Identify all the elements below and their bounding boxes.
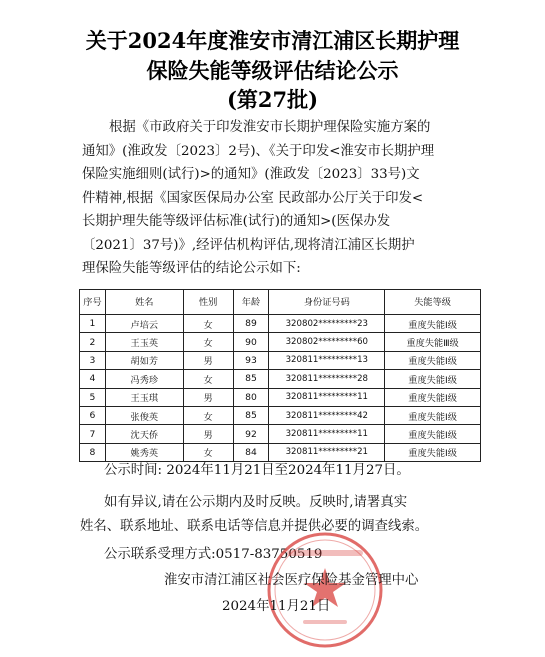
cell-age: 89 (233, 315, 269, 333)
cell-index: 4 (80, 370, 106, 388)
table-row (80, 351, 481, 369)
col-header-index: 序号 (80, 290, 106, 315)
cell-gender: 女 (183, 406, 233, 424)
cell-name: 姚秀英 (105, 443, 183, 461)
title-line-2: 保险失能等级评估结论公示 (146, 58, 399, 83)
cell-gender: 女 (183, 315, 233, 333)
cell-gender: 男 (183, 388, 233, 406)
cell-disability-level: 重度失能Ⅰ级 (385, 370, 481, 388)
cell-disability-level: 重度失能Ⅰ级 (385, 406, 481, 424)
cell-name: 胡如芳 (105, 351, 183, 369)
col-header-id-number: 身份证号码 (269, 290, 385, 315)
col-header-disability-level: 失能等级 (385, 290, 481, 315)
cell-id-number: 320811*********42 (269, 406, 385, 424)
body-line: 根据《市政府关于印发淮安市长期护理保险实施方案的 (109, 120, 431, 135)
cell-index: 6 (80, 406, 106, 424)
cell-id-number: 320811*********13 (269, 351, 385, 369)
cell-disability-level: 重度失能Ⅰ级 (385, 315, 481, 333)
body-line: 保险实施细则(试行)>的通知》(淮政发〔2023〕33号)文 (82, 167, 420, 182)
cell-disability-level: 重度失能Ⅰ级 (385, 351, 481, 369)
table-row (80, 388, 481, 406)
cell-age: 84 (233, 443, 269, 461)
body-line: 〔2021〕37号)》,经评估机构评估,现将清江浦区长期护 (82, 237, 415, 253)
cell-id-number: 320802*********60 (269, 333, 385, 351)
cell-disability-level: 重度失能Ⅰ级 (385, 425, 481, 443)
table-row (80, 443, 481, 461)
table-row (80, 425, 481, 443)
cell-disability-level: 重度失能Ⅰ级 (385, 443, 481, 461)
cell-gender: 女 (183, 333, 233, 351)
title-line-1: 关于2024年度淮安市清江浦区长期护理 (85, 28, 460, 53)
cell-name: 沈天侨 (105, 425, 183, 443)
cell-disability-level: 重度失能Ⅰ级 (385, 388, 481, 406)
cell-gender: 女 (183, 370, 233, 388)
cell-name: 王玉琪 (105, 388, 183, 406)
body-line: 理保险失能等级评估的结论公示如下: (82, 261, 301, 276)
cell-id-number: 320811*********11 (269, 425, 385, 443)
cell-gender: 男 (183, 425, 233, 443)
cell-index: 7 (80, 425, 106, 443)
cell-gender: 女 (183, 443, 233, 461)
cell-age: 93 (233, 351, 269, 369)
cell-id-number: 320802*********23 (269, 315, 385, 333)
cell-name: 卢培云 (105, 315, 183, 333)
cell-age: 80 (233, 388, 269, 406)
cell-age: 85 (233, 370, 269, 388)
assessment-table (79, 289, 481, 462)
issuing-organization: 淮安市清江浦区社会医疗保险基金管理中心 (164, 573, 419, 588)
col-header-age: 年龄 (233, 290, 269, 315)
cell-gender: 男 (183, 351, 233, 369)
publicity-period: 公示时间: 2024年11月21日至2024年11月27日。 (104, 463, 410, 478)
objection-instructions-line-2: 姓名、联系地址、联系电话等信息并提供必要的调查线索。 (80, 519, 429, 534)
cell-disability-level: 重度失能Ⅲ级 (385, 333, 481, 351)
body-line: 件精神,根据《国家医保局办公室 民政部办公厅关于印发< (82, 190, 424, 206)
cell-id-number: 320811*********21 (269, 443, 385, 461)
objection-instructions-line-1: 如有异议,请在公示期内及时反映。反映时,请署真实 (104, 495, 408, 510)
table-row (80, 406, 481, 424)
cell-name: 王玉英 (105, 333, 183, 351)
cell-id-number: 320811*********11 (269, 388, 385, 406)
cell-index: 8 (80, 443, 106, 461)
cell-age: 85 (233, 406, 269, 424)
body-line: 通知》(淮政发〔2023〕2号)、《关于印发<淮安市长期护理 (82, 143, 435, 159)
contact-info: 公示联系受理方式:0517-83750519 (104, 547, 323, 562)
cell-index: 5 (80, 388, 106, 406)
table-row (80, 315, 481, 333)
col-header-gender: 性别 (183, 290, 233, 315)
cell-id-number: 320811*********28 (269, 370, 385, 388)
official-seal-icon (265, 530, 385, 650)
table-row (80, 333, 481, 351)
cell-name: 张俊英 (105, 406, 183, 424)
cell-age: 90 (233, 333, 269, 351)
cell-index: 2 (80, 333, 106, 351)
table-header-row (80, 290, 481, 315)
cell-index: 1 (80, 315, 106, 333)
title-line-3: (第27批) (226, 87, 319, 112)
table-row (80, 370, 481, 388)
body-paragraph (82, 116, 482, 281)
issue-date: 2024年11月21日 (222, 599, 331, 614)
cell-name: 冯秀珍 (105, 370, 183, 388)
body-line: 长期护理失能等级评估标准(试行)的通知>(医保办发 (82, 214, 391, 229)
col-header-name: 姓名 (105, 290, 183, 315)
cell-index: 3 (80, 351, 106, 369)
cell-age: 92 (233, 425, 269, 443)
